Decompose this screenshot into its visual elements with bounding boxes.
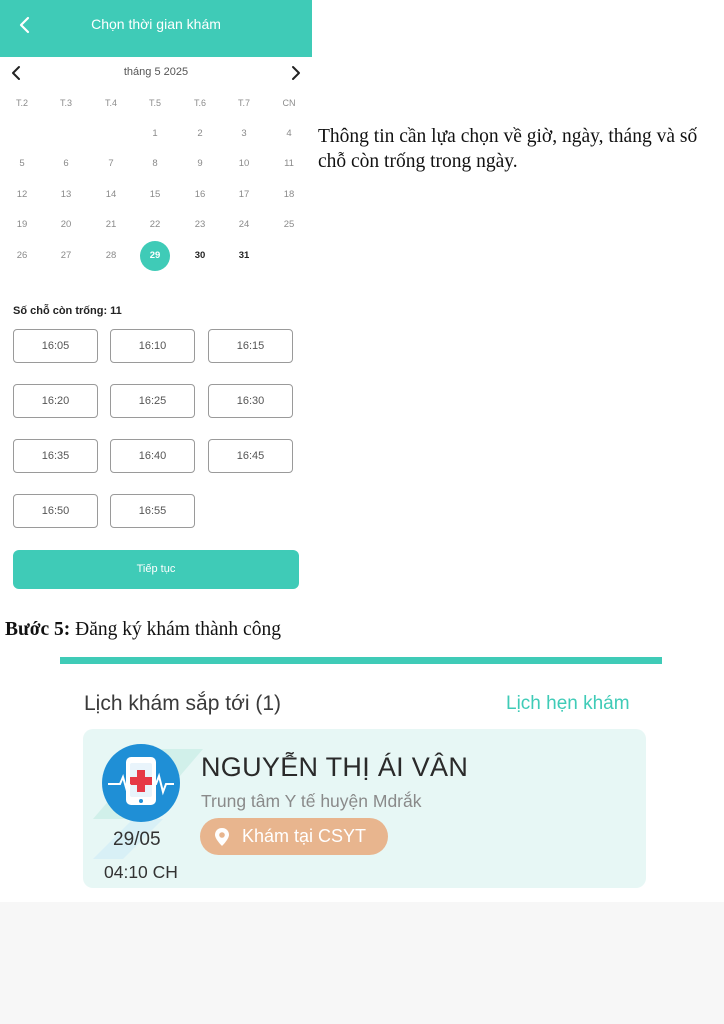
calendar-day[interactable]: 3 <box>241 128 247 139</box>
step-heading <box>5 619 281 641</box>
calendar-day[interactable]: 20 <box>60 219 72 230</box>
calendar-day[interactable]: 1 <box>152 128 158 139</box>
time-slot-button[interactable]: 16:25 <box>110 384 195 418</box>
calendar-day[interactable]: 2 <box>197 128 203 139</box>
appointment-date: 29/05 <box>113 829 161 850</box>
calendar-day[interactable]: 22 <box>149 219 161 230</box>
step-number: Bước 5: <box>5 619 71 640</box>
time-slot-button[interactable]: 16:50 <box>13 494 98 528</box>
location-badge[interactable] <box>200 818 388 855</box>
calendar-day[interactable]: 30 <box>194 250 206 261</box>
calendar-month-label: tháng 5 2025 <box>123 66 189 78</box>
calendar-day[interactable]: 10 <box>238 158 250 169</box>
calendar-day[interactable]: 4 <box>286 128 292 139</box>
step-text: Đăng ký khám thành công <box>70 619 281 640</box>
calendar-day[interactable]: 14 <box>105 189 117 200</box>
medical-phone-icon <box>102 744 180 822</box>
weekday-label: T.7 <box>237 98 250 108</box>
time-slot-button[interactable]: 16:05 <box>13 329 98 363</box>
time-slot-button[interactable]: 16:30 <box>208 384 293 418</box>
time-slot-button[interactable]: 16:45 <box>208 439 293 473</box>
location-label: Khám tại CSYT <box>242 826 367 846</box>
time-slot-button[interactable]: 16:20 <box>13 384 98 418</box>
time-slot-button[interactable]: 16:35 <box>13 439 98 473</box>
teal-divider <box>60 657 662 664</box>
calendar-day[interactable]: 19 <box>16 219 28 230</box>
calendar-day[interactable]: 24 <box>238 219 250 230</box>
calendar-day[interactable]: 11 <box>284 158 294 169</box>
chevron-right-icon[interactable] <box>286 64 304 82</box>
weekday-label: T.3 <box>59 98 72 108</box>
weekday-label: CN <box>282 98 296 108</box>
slots-count: 11 <box>110 305 122 317</box>
calendar-day[interactable]: 8 <box>152 158 158 169</box>
weekday-label: T.6 <box>193 98 206 108</box>
calendar-day[interactable]: 9 <box>197 158 203 169</box>
calendar-day[interactable]: 23 <box>194 219 206 230</box>
calendar-day[interactable]: 7 <box>108 158 114 169</box>
time-selection-screen <box>0 0 312 600</box>
continue-button[interactable]: Tiếp tục <box>13 550 299 589</box>
calendar-day[interactable]: 25 <box>283 219 295 230</box>
caption-text: Thông tin cần lựa chọn về giờ, ngày, tháng và số chỗ còn trống trong ngày. <box>318 126 698 172</box>
calendar-day[interactable]: 13 <box>60 189 72 200</box>
calendar-day[interactable]: 18 <box>283 189 295 200</box>
appointments-link[interactable]: Lịch hẹn khám <box>506 693 630 714</box>
calendar-day[interactable]: 17 <box>238 189 250 200</box>
time-slot-button[interactable]: 16:15 <box>208 329 293 363</box>
calendar-day[interactable]: 12 <box>16 189 28 200</box>
calendar-day[interactable]: 27 <box>60 250 72 261</box>
time-slot-button[interactable]: 16:40 <box>110 439 195 473</box>
slots-label-text: Số chỗ còn trống: <box>13 305 108 317</box>
page-title: Chọn thời gian khám <box>91 16 221 32</box>
calendar-day[interactable]: 15 <box>149 189 161 200</box>
calendar-day[interactable]: 31 <box>238 250 250 261</box>
map-pin-icon <box>213 827 231 847</box>
top-app-bar <box>0 0 312 57</box>
weekday-label: T.2 <box>15 98 28 108</box>
facility-name: Trung tâm Y tế huyện Mdrắk <box>201 791 422 811</box>
calendar-day[interactable]: 21 <box>105 219 117 230</box>
upcoming-title: Lịch khám sắp tới (1) <box>84 692 282 715</box>
calendar-day-selected[interactable]: 29 <box>140 241 170 271</box>
slots-available-label <box>13 305 122 317</box>
page-bottom <box>0 902 724 1024</box>
calendar-day[interactable]: 6 <box>63 158 69 169</box>
weekday-label: T.4 <box>104 98 117 108</box>
calendar-day[interactable]: 16 <box>194 189 206 200</box>
appointment-time: 04:10 CH <box>104 862 178 882</box>
calendar-day[interactable]: 28 <box>105 250 117 261</box>
patient-name: NGUYỄN THỊ ÁI VÂN <box>201 752 469 782</box>
weekday-label: T.5 <box>148 98 161 108</box>
time-slot-button[interactable]: 16:10 <box>110 329 195 363</box>
calendar-day[interactable]: 5 <box>19 158 25 169</box>
calendar-header <box>0 63 312 83</box>
time-slot-button[interactable]: 16:55 <box>110 494 195 528</box>
calendar-day[interactable]: 26 <box>16 250 28 261</box>
